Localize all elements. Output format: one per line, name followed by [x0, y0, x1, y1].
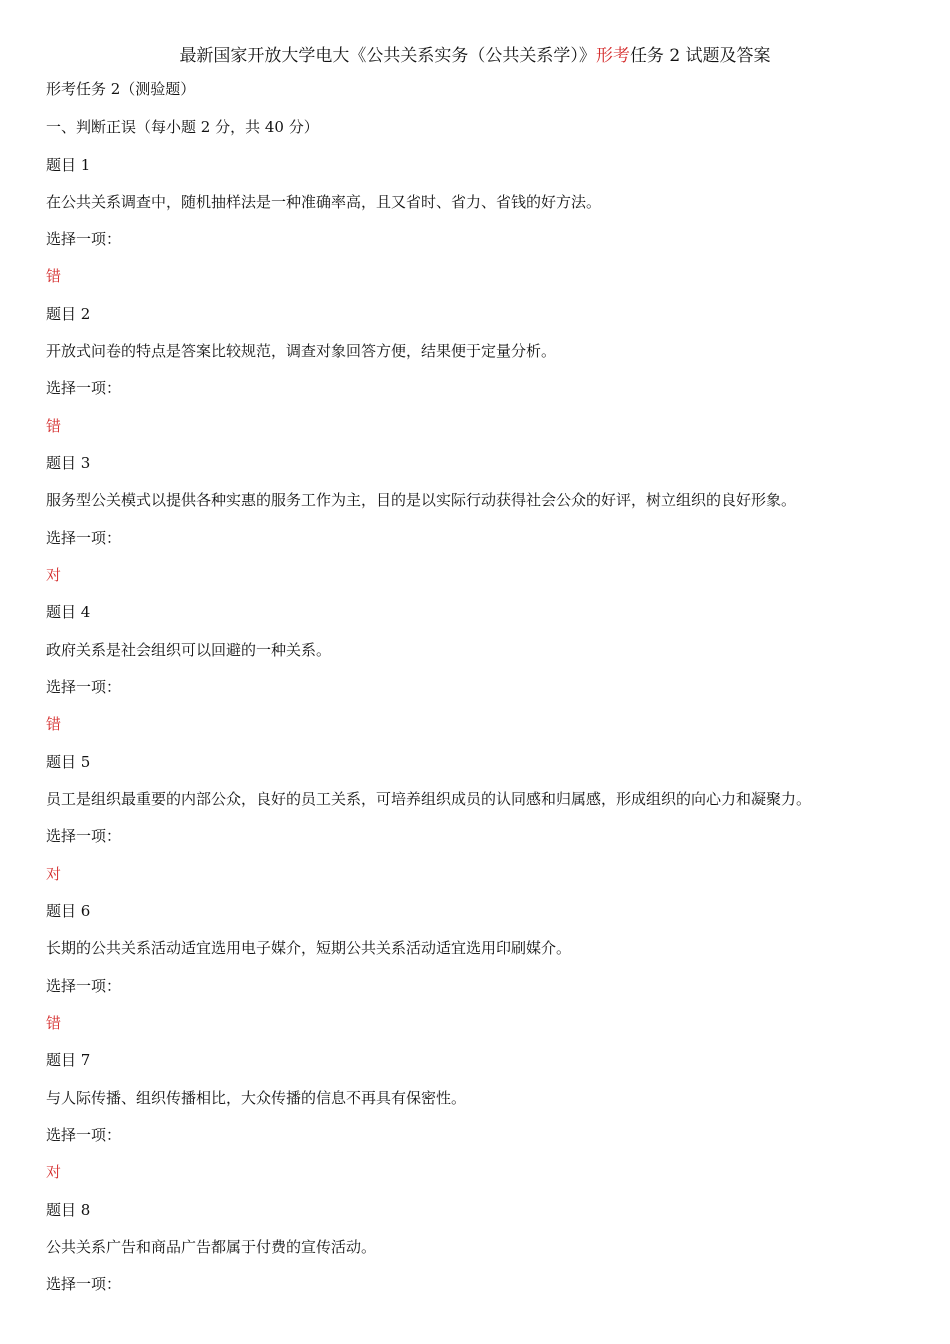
- answer-text: 对: [46, 566, 62, 584]
- choose-label: 选择一项：: [46, 529, 122, 547]
- question-text: 与人际传播、组织传播相比，大众传播的信息不再具有保密性。: [46, 1089, 467, 1107]
- choose-label: 选择一项：: [46, 379, 122, 397]
- answer-text: 错: [46, 417, 62, 435]
- choose-label: 选择一项：: [46, 678, 122, 696]
- choose-label: 选择一项：: [46, 230, 122, 248]
- question-label: 题目 8: [46, 1201, 91, 1219]
- question-label: 题目 7: [46, 1051, 91, 1069]
- question-text: 员工是组织最重要的内部公众，良好的员工关系，可培养组织成员的认同感和归属感，形成组织的向心力和凝聚力。: [46, 790, 812, 808]
- document-subtitle: 形考任务 2（测验题）: [46, 80, 196, 98]
- choose-label: 选择一项：: [46, 827, 122, 845]
- section-heading: 一、判断正误（每小题 2 分，共 40 分）: [46, 118, 319, 136]
- question-label: 题目 4: [46, 603, 91, 621]
- answer-text: 对: [46, 865, 62, 883]
- question-label: 题目 3: [46, 454, 91, 472]
- answer-text: 错: [46, 715, 62, 733]
- question-label: 题目 2: [46, 305, 91, 323]
- question-text: 公共关系广告和商品广告都属于付费的宣传活动。: [46, 1238, 377, 1256]
- answer-text: 对: [46, 1163, 62, 1181]
- choose-label: 选择一项：: [46, 1275, 122, 1293]
- question-text: 开放式问卷的特点是答案比较规范，调查对象回答方便，结果便于定量分析。: [46, 342, 557, 360]
- question-text: 长期的公共关系活动适宜选用电子媒介，短期公共关系活动适宜选用印刷媒介。: [46, 939, 572, 957]
- choose-label: 选择一项：: [46, 1126, 122, 1144]
- document-title: [0, 44, 950, 68]
- question-label: 题目 5: [46, 753, 91, 771]
- question-text: 服务型公关模式以提供各种实惠的服务工作为主，目的是以实际行动获得社会公众的好评，树立组织的良好形象。: [46, 491, 797, 509]
- question-label: 题目 1: [46, 156, 91, 174]
- question-text: 政府关系是社会组织可以回避的一种关系。: [46, 641, 332, 659]
- question-text: 在公共关系调查中，随机抽样法是一种准确率高，且又省时、省力、省钱的好方法。: [46, 193, 602, 211]
- title-tail: 任务 2 试题及答案: [629, 46, 771, 66]
- answer-text: 错: [46, 1014, 62, 1032]
- choose-label: 选择一项：: [46, 977, 122, 995]
- title-main: 最新国家开放大学电大《公共关系实务（公共关系学）》: [179, 46, 596, 66]
- question-label: 题目 6: [46, 902, 91, 920]
- title-highlight: 形考: [595, 46, 630, 66]
- answer-text: 错: [46, 267, 62, 285]
